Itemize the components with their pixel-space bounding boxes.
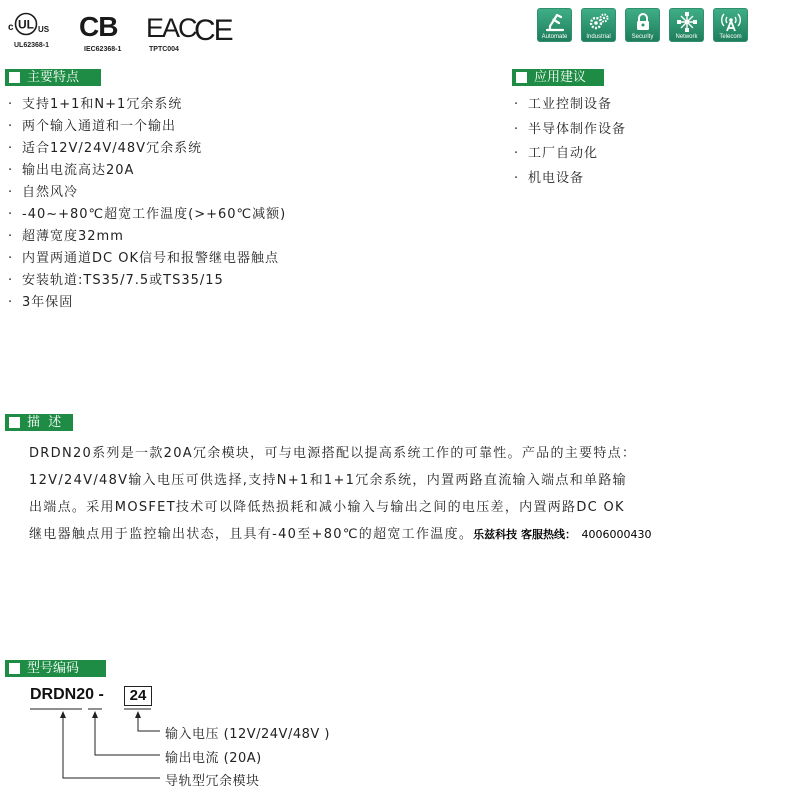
eac-caption: TPTC004 [149,46,179,53]
applications-title: 应用建议 [534,70,587,85]
arrow-icon [60,711,66,718]
leader-type [63,712,160,778]
description-line: 出端点。采用MOSFET技术可以降低热损耗和减小输入与输出之间的电压差，内置两路DC OK [29,500,625,515]
list-item: · 安装轨道:TS35/7.5或TS35/15 [6,270,286,292]
bullet-icon: · [8,229,14,244]
list-item: · 工厂自动化 [512,142,626,167]
security-label: Security [631,34,654,40]
ul-caption: UL62368-1 [14,42,50,49]
ul-us-letters: US [38,25,50,34]
bullet-icon: · [8,163,14,178]
bullet-icon: · [514,97,520,112]
description-title: 描 述 [27,415,62,430]
network-label: Network [675,34,698,40]
description-line: 12V/24V/48V输入电压可供选择,支持N+1和1+1冗余系统，内置两路直流输入端点和单路输 [29,473,627,488]
hotline-number: 4006000430 [581,528,652,541]
list-item: · 适合12V/24V/48V冗余系统 [6,138,286,160]
voltage-code-box: 24 [124,686,152,706]
bullet-icon: · [8,141,14,156]
automate-label: Automate [541,34,568,40]
description-line: 继电器触点用于监控输出状态，且具有-40至+80℃的超宽工作温度。乐兹科技 客服热线： 4006000430 [29,527,652,542]
bullet-icon: · [8,251,14,266]
bullet-icon: · [514,170,520,186]
bullet-icon: · [8,119,14,134]
bullet-icon: · [8,273,14,288]
list-item: · 自然风冷 [6,182,286,204]
list-item: · 超薄宽度32mm [6,226,286,248]
bullet-icon: · [8,185,14,200]
list-item: · 两个输入通道和一个输出 [6,116,286,138]
list-item: · 机电设备 [512,167,626,192]
ul-c-letter: c [8,22,14,33]
model-code-title: 型号编码 [27,661,80,676]
svg-text:UL: UL [18,17,34,32]
bullet-icon: · [8,207,14,222]
cb-caption: IEC62368-1 [84,46,122,53]
list-item: · 半导体制作设备 [512,118,626,143]
list-item: · 支持1+1和N+1冗余系统 [6,94,286,116]
eac-logo: EAC [146,13,196,43]
bullet-icon: · [8,295,14,310]
description-line: DRDN20系列是一款20A冗余模块，可与电源搭配以提高系统工作的可靠性。产品的主要特点： [29,446,637,461]
list-item: · -40~+80℃超宽工作温度(>+60℃减额) [6,204,286,226]
model-code-base: DRDN20 - [30,686,104,703]
ce-logo: CE [194,14,232,47]
list-item: · 输出电流高达20A [6,160,286,182]
input-voltage-label: 输入电压 (12V/24V/48V ) [165,727,330,742]
output-current-label: 输出电流 (20A) [165,751,262,766]
leader-output-current [95,712,160,755]
list-item: · 3年保固 [6,292,286,314]
features-title: 主要特点 [27,70,80,85]
list-item: · 内置两通道DC OK信号和报警继电器触点 [6,248,286,270]
industrial-label: Industrial [586,34,611,40]
telecom-label: Telecom [719,34,742,40]
cb-logo: CB [79,11,118,42]
hotline-label: 乐兹科技 客服热线： [473,528,577,541]
list-item: · 工业控制设备 [512,93,626,118]
bullet-icon: · [514,146,520,161]
module-type-label: 导轨型冗余模块 [165,774,260,789]
bullet-icon: · [514,121,520,137]
arrow-icon [92,711,98,718]
bullet-icon: · [8,97,14,112]
leader-input-voltage [138,712,160,731]
arrow-icon [135,711,141,718]
